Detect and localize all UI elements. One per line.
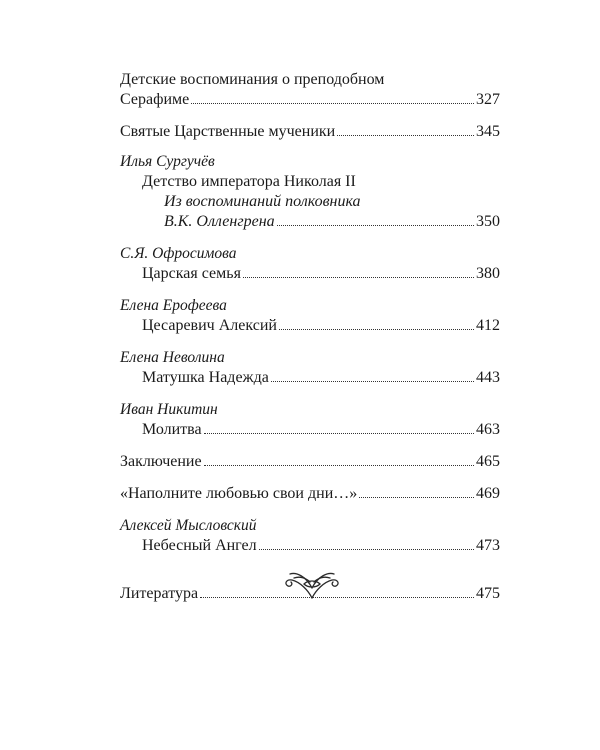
entry-subtitle: Из воспоминаний полковника — [164, 193, 361, 210]
entry-subtitle: В.К. Олленгрена — [164, 213, 275, 230]
page-number: 463 — [476, 421, 500, 438]
toc-entry — [120, 400, 500, 440]
dot-leader — [277, 225, 474, 226]
page-number: 350 — [476, 213, 500, 230]
entry-title: Детство императора Николая II — [142, 173, 356, 190]
entry-title: Заключение — [120, 453, 202, 470]
page-number: 327 — [476, 91, 500, 108]
dot-leader — [204, 433, 474, 434]
toc-entry — [120, 244, 500, 284]
entry-title: Матушка Надежда — [142, 369, 269, 386]
entry-title: Небесный Ангел — [142, 537, 257, 554]
dot-leader — [337, 135, 474, 136]
entry-title: Детские воспоминания о преподобном — [120, 71, 385, 88]
page-number: 412 — [476, 317, 500, 334]
page-number: 465 — [476, 453, 500, 470]
dot-leader — [243, 277, 474, 278]
entry-title: Молитва — [142, 421, 202, 438]
toc-entry — [120, 296, 500, 336]
page-number: 345 — [476, 123, 500, 140]
toc-entry — [120, 452, 500, 472]
entry-title: Царская семья — [142, 265, 241, 282]
dot-leader — [271, 381, 474, 382]
dot-leader — [259, 549, 474, 550]
page-number: 380 — [476, 265, 500, 282]
page-number: 443 — [476, 369, 500, 386]
toc-entry — [120, 70, 500, 110]
dot-leader — [204, 465, 474, 466]
page-number: 469 — [476, 485, 500, 502]
toc-entry — [120, 484, 500, 504]
dot-leader — [191, 103, 474, 104]
ornament-icon — [282, 566, 342, 602]
page-number: 475 — [476, 585, 500, 602]
dot-leader — [279, 329, 474, 330]
entry-title: «Наполните любовью свои дни…» — [120, 485, 358, 502]
entry-author: Елена Ерофеева — [120, 297, 227, 314]
entry-title: Святые Царственные мученики — [120, 123, 336, 140]
entry-author: Илья Сургучёв — [120, 153, 215, 170]
toc-entry — [120, 122, 500, 142]
page-number: 473 — [476, 537, 500, 554]
entry-title: Цесаревич Алексий — [142, 317, 277, 334]
table-of-contents — [120, 70, 500, 612]
toc-entry — [120, 516, 500, 556]
entry-author: Иван Никитин — [120, 401, 218, 418]
entry-author: С.Я. Офросимова — [120, 245, 237, 262]
entry-title: Литература — [120, 585, 199, 602]
dot-leader — [359, 497, 474, 498]
entry-author: Елена Неволина — [120, 349, 225, 366]
entry-author: Алексей Мысловский — [120, 517, 257, 534]
toc-entry — [120, 348, 500, 388]
toc-entry — [120, 152, 500, 232]
entry-title-continued: Серафиме — [120, 91, 190, 108]
